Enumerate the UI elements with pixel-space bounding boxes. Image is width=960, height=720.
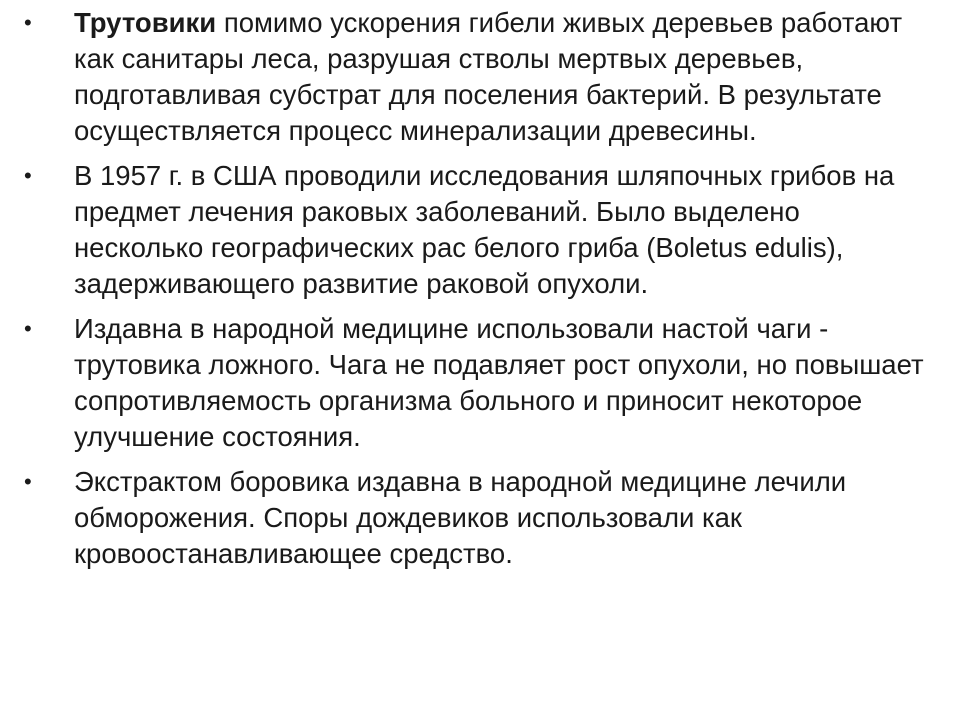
bullet-body: помимо ускорения гибели живых деревьев работают как санитары леса, разрушая стволы мертвых деревьев, подготавливая субстрат для поселения бактерий. В результате осуществляется процесс минерализации древесины. [74,7,903,146]
bullet-item [24,158,934,302]
bullet-item [24,311,934,455]
bullet-body: В 1957 г. в США проводили исследования шляпочных грибов на предмет лечения раковых заболеваний. Было выделено несколько географических рас белого гриба (Boletus edulis), задерживающего развитие раковой опухоли. [74,160,895,299]
bullet-dot-icon: • [24,10,32,35]
bullet-text [74,158,934,302]
bullet-bold-lead: Трутовики [74,7,217,38]
bullet-item [24,464,934,572]
bullet-body: Экстрактом боровика издавна в народной медицине лечили обморожения. Споры дождевиков использовали как кровоостанавливающее средство. [74,466,847,569]
bullet-dot-icon: • [24,469,32,494]
bullet-body: Издавна в народной медицине использовали настой чаги - трутовика ложного. Чага не подавляет рост опухоли, но повышает сопротивляемость организма больного и приносит некоторое улучшение состояния. [74,313,924,452]
bullet-text [74,311,934,455]
bullet-list [24,5,934,581]
bullet-text [74,464,934,572]
bullet-item [24,5,934,149]
bullet-text [74,5,934,149]
bullet-dot-icon: • [24,316,32,341]
bullet-dot-icon: • [24,163,32,188]
